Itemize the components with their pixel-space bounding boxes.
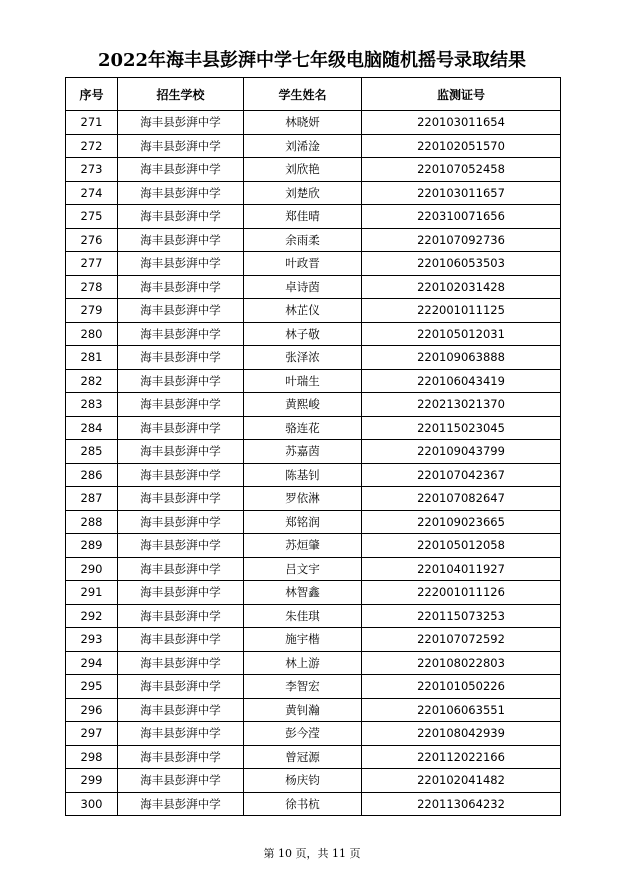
cell-serial-number: 284: [66, 416, 118, 440]
cell-serial-number: 282: [66, 369, 118, 393]
header-school: 招生学校: [118, 78, 244, 111]
table-row: [66, 416, 561, 440]
cell-exam-id: 220106053503: [362, 252, 561, 276]
cell-serial-number: 300: [66, 792, 118, 816]
cell-serial-number: 295: [66, 675, 118, 699]
table-row: [66, 510, 561, 534]
table-row: [66, 158, 561, 182]
table-row: [66, 252, 561, 276]
cell-exam-id: 222001011126: [362, 581, 561, 605]
cell-exam-id: 220107052458: [362, 158, 561, 182]
cell-school: 海丰县彭湃中学: [118, 369, 244, 393]
cell-student-name: 罗依淋: [244, 487, 362, 511]
cell-student-name: 苏嘉茵: [244, 440, 362, 464]
cell-serial-number: 280: [66, 322, 118, 346]
cell-serial-number: 286: [66, 463, 118, 487]
cell-exam-id: 220213021370: [362, 393, 561, 417]
table-body: [66, 111, 561, 816]
cell-school: 海丰县彭湃中学: [118, 393, 244, 417]
cell-student-name: 刘楚欣: [244, 181, 362, 205]
cell-serial-number: 279: [66, 299, 118, 323]
cell-student-name: 李智宏: [244, 675, 362, 699]
cell-exam-id: 220108042939: [362, 722, 561, 746]
cell-exam-id: 220115073253: [362, 604, 561, 628]
table-row: [66, 440, 561, 464]
cell-student-name: 施宇楷: [244, 628, 362, 652]
cell-school: 海丰县彭湃中学: [118, 722, 244, 746]
cell-serial-number: 296: [66, 698, 118, 722]
table-row: [66, 134, 561, 158]
table-row: [66, 369, 561, 393]
cell-school: 海丰县彭湃中学: [118, 651, 244, 675]
cell-school: 海丰县彭湃中学: [118, 628, 244, 652]
cell-school: 海丰县彭湃中学: [118, 346, 244, 370]
cell-school: 海丰县彭湃中学: [118, 181, 244, 205]
cell-school: 海丰县彭湃中学: [118, 769, 244, 793]
table-row: [66, 675, 561, 699]
cell-serial-number: 273: [66, 158, 118, 182]
table-row: [66, 205, 561, 229]
cell-serial-number: 289: [66, 534, 118, 558]
cell-serial-number: 275: [66, 205, 118, 229]
cell-school: 海丰县彭湃中学: [118, 322, 244, 346]
cell-student-name: 陈基钊: [244, 463, 362, 487]
cell-student-name: 刘欣艳: [244, 158, 362, 182]
header-serial-number: 序号: [66, 78, 118, 111]
header-exam-id: 监测证号: [362, 78, 561, 111]
table-row: [66, 769, 561, 793]
cell-serial-number: 281: [66, 346, 118, 370]
cell-school: 海丰县彭湃中学: [118, 792, 244, 816]
cell-student-name: 曾冠源: [244, 745, 362, 769]
cell-serial-number: 292: [66, 604, 118, 628]
cell-exam-id: 220102041482: [362, 769, 561, 793]
cell-serial-number: 294: [66, 651, 118, 675]
table-row: [66, 722, 561, 746]
cell-school: 海丰县彭湃中学: [118, 252, 244, 276]
cell-serial-number: 278: [66, 275, 118, 299]
cell-student-name: 黄熙峻: [244, 393, 362, 417]
cell-student-name: 徐书杭: [244, 792, 362, 816]
cell-exam-id: 220101050226: [362, 675, 561, 699]
admission-results-table: [65, 77, 561, 816]
cell-student-name: 林子敬: [244, 322, 362, 346]
cell-serial-number: 285: [66, 440, 118, 464]
table-row: [66, 181, 561, 205]
page-title: 2022年海丰县彭湃中学七年级电脑随机摇号录取结果: [97, 50, 527, 71]
cell-exam-id: 220107072592: [362, 628, 561, 652]
cell-student-name: 林芷仪: [244, 299, 362, 323]
cell-serial-number: 277: [66, 252, 118, 276]
cell-school: 海丰县彭湃中学: [118, 675, 244, 699]
table-row: [66, 487, 561, 511]
cell-exam-id: 220106063551: [362, 698, 561, 722]
cell-serial-number: 291: [66, 581, 118, 605]
cell-student-name: 黄钊瀚: [244, 698, 362, 722]
cell-school: 海丰县彭湃中学: [118, 111, 244, 135]
table-header-row: [66, 78, 561, 111]
cell-student-name: 朱佳琪: [244, 604, 362, 628]
cell-school: 海丰县彭湃中学: [118, 134, 244, 158]
cell-serial-number: 290: [66, 557, 118, 581]
cell-student-name: 叶瑞生: [244, 369, 362, 393]
cell-exam-id: 220109063888: [362, 346, 561, 370]
cell-school: 海丰县彭湃中学: [118, 487, 244, 511]
cell-student-name: 林智鑫: [244, 581, 362, 605]
cell-serial-number: 271: [66, 111, 118, 135]
cell-student-name: 叶政晋: [244, 252, 362, 276]
cell-student-name: 吕文宇: [244, 557, 362, 581]
cell-student-name: 卓诗茵: [244, 275, 362, 299]
cell-exam-id: 220108022803: [362, 651, 561, 675]
cell-exam-id: 220102051570: [362, 134, 561, 158]
cell-school: 海丰县彭湃中学: [118, 534, 244, 558]
cell-serial-number: 287: [66, 487, 118, 511]
cell-serial-number: 283: [66, 393, 118, 417]
table-row: [66, 557, 561, 581]
cell-exam-id: 220113064232: [362, 792, 561, 816]
cell-school: 海丰县彭湃中学: [118, 275, 244, 299]
cell-exam-id: 220109023665: [362, 510, 561, 534]
cell-school: 海丰县彭湃中学: [118, 510, 244, 534]
table-row: [66, 299, 561, 323]
cell-exam-id: 220115023045: [362, 416, 561, 440]
cell-student-name: 林晓妍: [244, 111, 362, 135]
table-row: [66, 463, 561, 487]
cell-serial-number: 297: [66, 722, 118, 746]
cell-exam-id: 220103011654: [362, 111, 561, 135]
cell-serial-number: 298: [66, 745, 118, 769]
cell-exam-id: 220105012058: [362, 534, 561, 558]
cell-school: 海丰县彭湃中学: [118, 299, 244, 323]
cell-serial-number: 274: [66, 181, 118, 205]
table-row: [66, 651, 561, 675]
table-row: [66, 111, 561, 135]
table-row: [66, 581, 561, 605]
cell-student-name: 郑佳晴: [244, 205, 362, 229]
table-row: [66, 604, 561, 628]
table-row: [66, 745, 561, 769]
cell-school: 海丰县彭湃中学: [118, 604, 244, 628]
cell-student-name: 刘浠淦: [244, 134, 362, 158]
cell-school: 海丰县彭湃中学: [118, 557, 244, 581]
cell-student-name: 杨庆钧: [244, 769, 362, 793]
table-row: [66, 628, 561, 652]
table-row: [66, 393, 561, 417]
cell-exam-id: 220107092736: [362, 228, 561, 252]
table-row: [66, 346, 561, 370]
cell-school: 海丰县彭湃中学: [118, 440, 244, 464]
table-row: [66, 698, 561, 722]
cell-serial-number: 272: [66, 134, 118, 158]
cell-school: 海丰县彭湃中学: [118, 205, 244, 229]
table-row: [66, 534, 561, 558]
table-row: [66, 275, 561, 299]
cell-exam-id: 220102031428: [362, 275, 561, 299]
cell-serial-number: 288: [66, 510, 118, 534]
cell-exam-id: 220112022166: [362, 745, 561, 769]
cell-student-name: 林上游: [244, 651, 362, 675]
page-footer: 第 10 页，共 11 页: [263, 847, 361, 860]
cell-school: 海丰县彭湃中学: [118, 745, 244, 769]
cell-student-name: 苏烜肇: [244, 534, 362, 558]
cell-student-name: 余雨柔: [244, 228, 362, 252]
cell-exam-id: 220107042367: [362, 463, 561, 487]
header-student-name: 学生姓名: [244, 78, 362, 111]
cell-serial-number: 299: [66, 769, 118, 793]
cell-student-name: 郑铭润: [244, 510, 362, 534]
cell-exam-id: 220105012031: [362, 322, 561, 346]
cell-exam-id: 220104011927: [362, 557, 561, 581]
cell-exam-id: 220109043799: [362, 440, 561, 464]
table-row: [66, 322, 561, 346]
cell-school: 海丰县彭湃中学: [118, 416, 244, 440]
table-row: [66, 228, 561, 252]
cell-school: 海丰县彭湃中学: [118, 158, 244, 182]
table-row: [66, 792, 561, 816]
cell-exam-id: 220106043419: [362, 369, 561, 393]
cell-serial-number: 293: [66, 628, 118, 652]
cell-exam-id: 220107082647: [362, 487, 561, 511]
cell-school: 海丰县彭湃中学: [118, 228, 244, 252]
cell-exam-id: 220103011657: [362, 181, 561, 205]
cell-exam-id: 222001011125: [362, 299, 561, 323]
cell-student-name: 张泽浓: [244, 346, 362, 370]
cell-school: 海丰县彭湃中学: [118, 581, 244, 605]
cell-student-name: 彭今滢: [244, 722, 362, 746]
cell-serial-number: 276: [66, 228, 118, 252]
cell-exam-id: 220310071656: [362, 205, 561, 229]
cell-student-name: 骆连花: [244, 416, 362, 440]
cell-school: 海丰县彭湃中学: [118, 698, 244, 722]
cell-school: 海丰县彭湃中学: [118, 463, 244, 487]
